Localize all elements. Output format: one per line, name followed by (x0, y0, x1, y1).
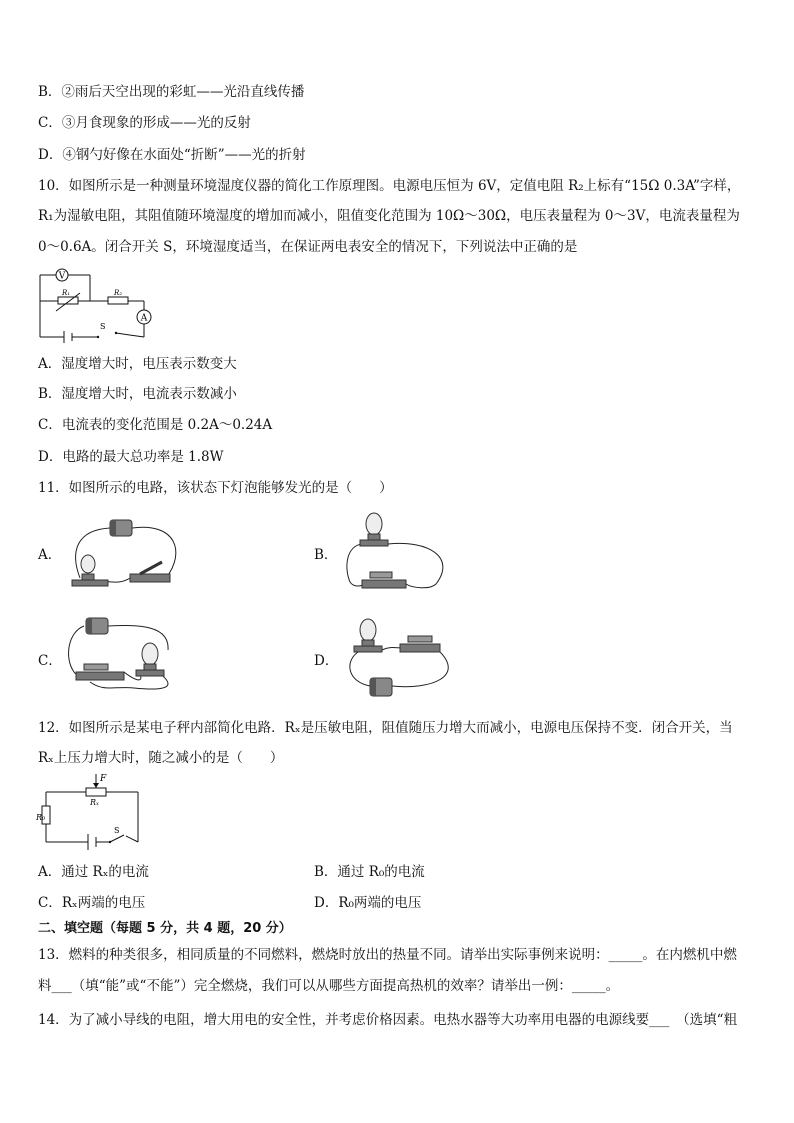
q11-figure-a (66, 512, 186, 592)
q11-figure-b (340, 508, 460, 596)
r1-label: R₁ (62, 289, 71, 297)
section-title: 二、填空题（每题 5 分，共 4 题，20 分） (38, 921, 292, 936)
voltmeter-label: V (58, 271, 66, 282)
q12-stem-line1: 12．如图所示是某电子秤内部简化电路．Rₓ是压敏电阻，阻值随压力增大而减小，电源电压保持不变．闭合开关，当 (38, 720, 733, 736)
q12-option-a: A．通过 Rₓ的电流 (38, 864, 149, 880)
q11-label-c: C． (38, 653, 62, 669)
q14-line1: 14．为了减小导线的电阻，增大用电的安全性，并考虑价格因素。电热水器等大功率用电器的电源线要___ （选填“粗 (38, 1012, 738, 1028)
q12-option-d: D．R₀两端的电压 (314, 895, 422, 911)
rx-label: Rₓ (90, 798, 99, 807)
q11-label-d: D． (314, 653, 339, 669)
switch-label: S (114, 826, 120, 835)
q12-option-b: B．通过 R₀的电流 (314, 864, 425, 880)
q10-option-c: C．电流表的变化范围是 0.2A～0.24A (38, 417, 273, 433)
q12-circuit-diagram (38, 772, 146, 852)
q10-stem-line1: 10．如图所示是一种测量环境湿度仪器的简化工作原理图。电源电压恒为 6V，定值电阻 R₂上标有“15Ω 0.3A”字样， (38, 178, 741, 194)
q11-label-b: B． (314, 547, 338, 563)
force-label: F (100, 774, 107, 784)
q12-stem-line2: Rₓ上压力增大时，随之减小的是（ ） (38, 750, 284, 766)
q10-option-d: D．电路的最大总功率是 1.8W (38, 449, 224, 465)
switch-label: S (100, 322, 106, 331)
q9-option-d: D．④钢勺好像在水面处“折断”——光的折射 (38, 147, 306, 163)
q13-line1: 13．燃料的种类很多，相同质量的不同燃料，燃烧时放出的热量不同。请举出实际事例来说明：_____。在内燃机中燃 (38, 947, 737, 963)
q11-label-a: A． (38, 547, 62, 563)
ammeter-label: A (140, 313, 148, 324)
q10-option-a: A．湿度增大时，电压表示数变大 (38, 356, 237, 372)
r2-label: R₂ (114, 289, 123, 297)
q11-figure-d (342, 616, 466, 700)
q9-option-c: C．③月食现象的形成——光的反射 (38, 115, 251, 131)
q11-figure-c (64, 614, 188, 700)
r0-label: R₀ (36, 813, 46, 822)
q10-stem-line3: 0～0.6A。闭合开关 S，环境湿度适当，在保证两电表安全的情况下，下列说法中正确的是 (38, 239, 578, 255)
q10-option-b: B．湿度增大时，电流表示数减小 (38, 386, 237, 402)
q11-stem: 11．如图所示的电路，该状态下灯泡能够发光的是（ ） (38, 480, 393, 496)
q12-option-c: C．Rₓ两端的电压 (38, 895, 146, 911)
q10-circuit-diagram (36, 265, 164, 343)
q13-line2: 料___（填“能”或“不能”）完全燃烧，我们可以从哪些方面提高热机的效率？请举出一例：_____。 (38, 978, 620, 994)
q9-option-b: B．②雨后天空出现的彩虹——光沿直线传播 (38, 84, 305, 100)
q10-stem-line2: R₁为湿敏电阻，其阻值随环境湿度的增加而减小，阻值变化范围为 10Ω～30Ω，电压表量程为 0～3V，电流表量程为 (38, 208, 740, 224)
